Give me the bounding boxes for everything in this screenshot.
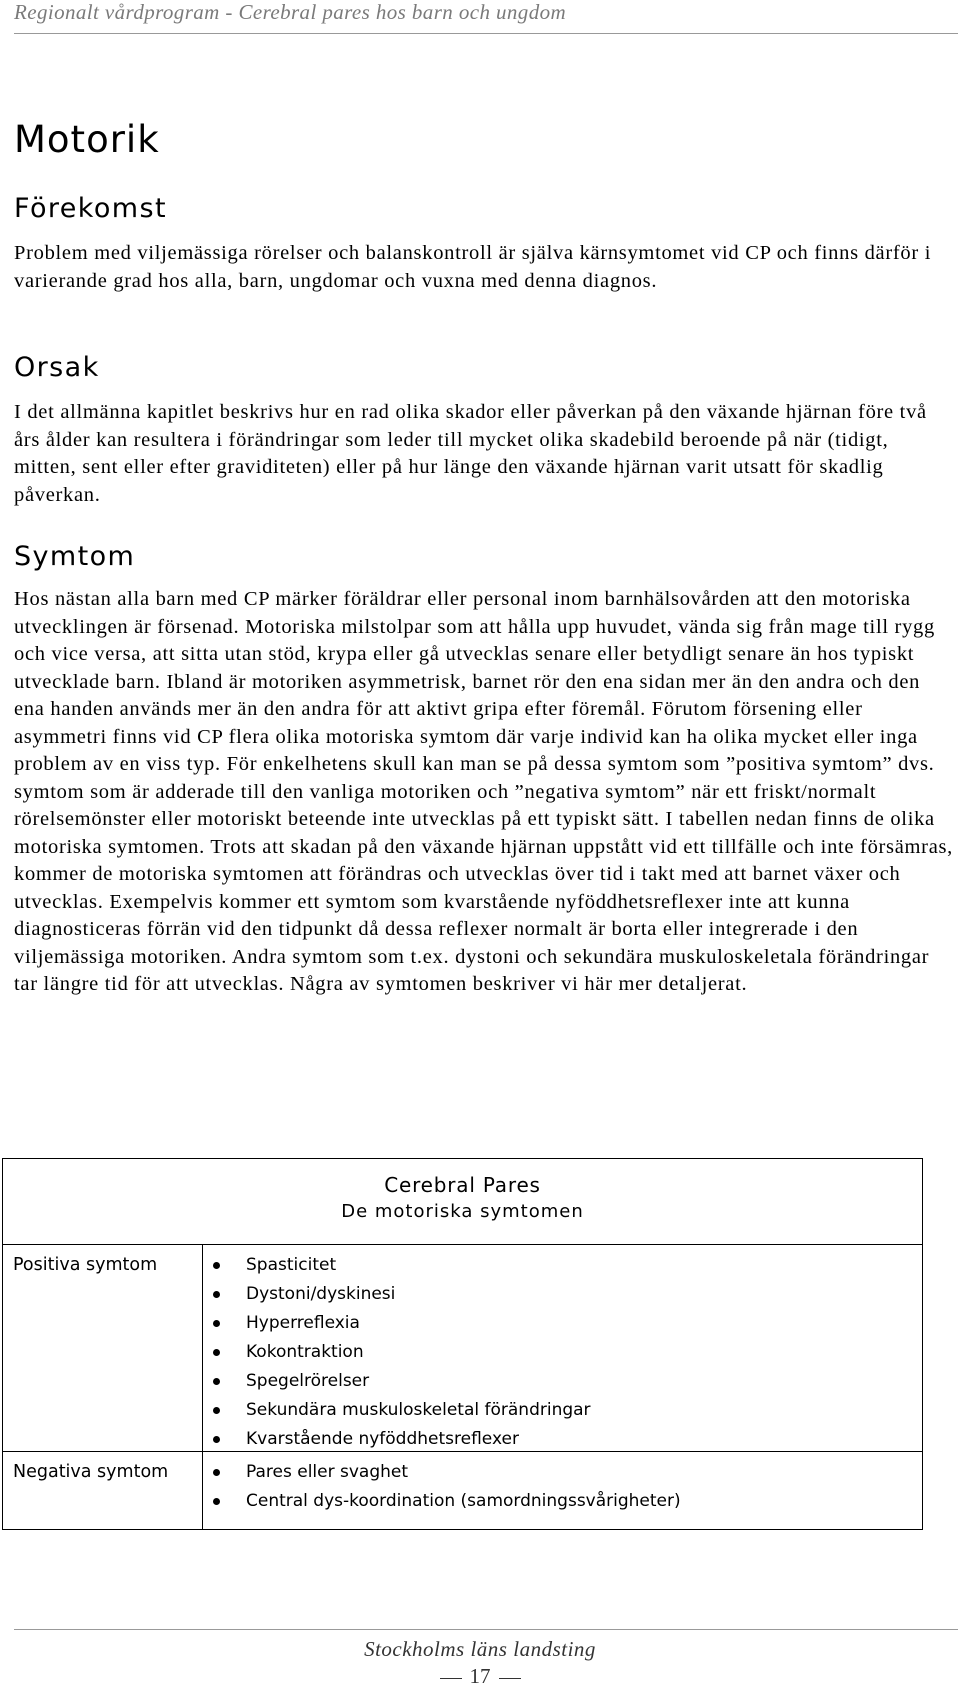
running-header-title: Regionalt vårdprogram - Cerebral pares hos barn och ungdom (14, 0, 567, 24)
positive-symptom-list (212, 1251, 591, 1454)
section-text-forekomst: Problem med viljemässiga rörelser och balanskontroll är själva kärnsymtomet vid CP och finns därför i varierande grad hos alla, barn, ungdomar och vuxna med denna diagnos. (14, 242, 932, 292)
table-title: Cerebral Pares (384, 1173, 541, 1197)
negative-symptom-list (212, 1458, 681, 1516)
footer-divider (14, 1629, 958, 1630)
page-number (0, 1664, 960, 1689)
list-item: Kokontraktion (212, 1338, 591, 1367)
section-text-symtom: Hos nästan alla barn med CP märker föräldrar eller personal inom barnhälsovården att den motoriska utvecklingen är försenad. Motoriska milstolpar som att hålla upp huvudet, vända sig från mage till rygg och vice versa, att sitta utan stöd, krypa eller gå utvecklas senare eller betydligt senare än hos typiskt utvecklade barn. Ibland är motoriken asymmetrisk, barnet rör den ena sidan mer än den andra och den ena handen används mer än den andra för att aktivt gripa efter föremål. Förutom försening eller asymmetri finns vid CP flera olika motoriska symtom där varje individ kan ha olika mycket eller inga problem av en viss typ. För enkelhetens skull kan man se på dessa symtom som ”positiva symtom” dvs. symtom som är adderade till den vanliga motoriken och ”negativa symtom” när ett friskt/normalt rörelsemönster eller motoriskt beteende inte utvecklas på ett typiskt sätt. I tabellen nedan finns de olika motoriska symtomen. Trots att skadan på den växande hjärnan uppstått vid ett tillfälle och inte försämras, kommer de motoriska symtomen att förändras och utvecklas över tid i takt med att barnet växer och utvecklas. Exempelvis kommer ett symtom som kvarstående nyföddhetsreflexer inte att kunna diagnosticeras förrän vid den tidpunkt då dessa reflexer normalt är borta eller integrerade i den viljemässiga motoriken. Andra symtom som t.ex. dystoni och sekundära muskuloskeletala förändringar tar längre tid för att utvecklas. Några av symtomen beskriver vi här mer detaljerat. (14, 588, 954, 995)
table-row-label-positive: Positiva symtom (13, 1255, 158, 1275)
section-heading-forekomst: Förekomst (14, 193, 167, 224)
list-item: Central dys-koordination (samordningssvårigheter) (212, 1487, 681, 1516)
page-title: Motorik (14, 118, 160, 161)
symptom-table (2, 1158, 923, 1530)
table-divider (3, 1244, 922, 1245)
header-divider (14, 33, 958, 34)
table-column-divider (202, 1244, 203, 1529)
section-heading-symtom: Symtom (14, 541, 136, 572)
table-row-label-negative: Negativa symtom (13, 1462, 169, 1482)
list-item: Hyperreflexia (212, 1309, 591, 1338)
section-heading-orsak: Orsak (14, 352, 100, 383)
page-number-value: 17 (469, 1664, 491, 1688)
footer-organization: Stockholms läns landsting (364, 1637, 596, 1661)
list-item: Sekundära muskuloskeletal förändringar (212, 1396, 591, 1425)
list-item: Spegelrörelser (212, 1367, 591, 1396)
list-item: Pares eller svaghet (212, 1458, 681, 1487)
list-item: Spasticitet (212, 1251, 591, 1280)
table-subtitle: De motoriska symtomen (341, 1201, 584, 1222)
list-item: Kvarstående nyföddhetsreflexer (212, 1425, 591, 1454)
list-item: Dystoni/dyskinesi (212, 1280, 591, 1309)
section-text-orsak: I det allmänna kapitlet beskrivs hur en rad olika skador eller påverkan på den växande hjärnan före två års ålder kan resultera i förändringar som leder till mycket olika skadebild beroende på när (tidigt, mitten, sent eller efter graviditeten) eller på hur länge den växande hjärnan varit utsatt för skadlig påverkan. (14, 401, 927, 506)
